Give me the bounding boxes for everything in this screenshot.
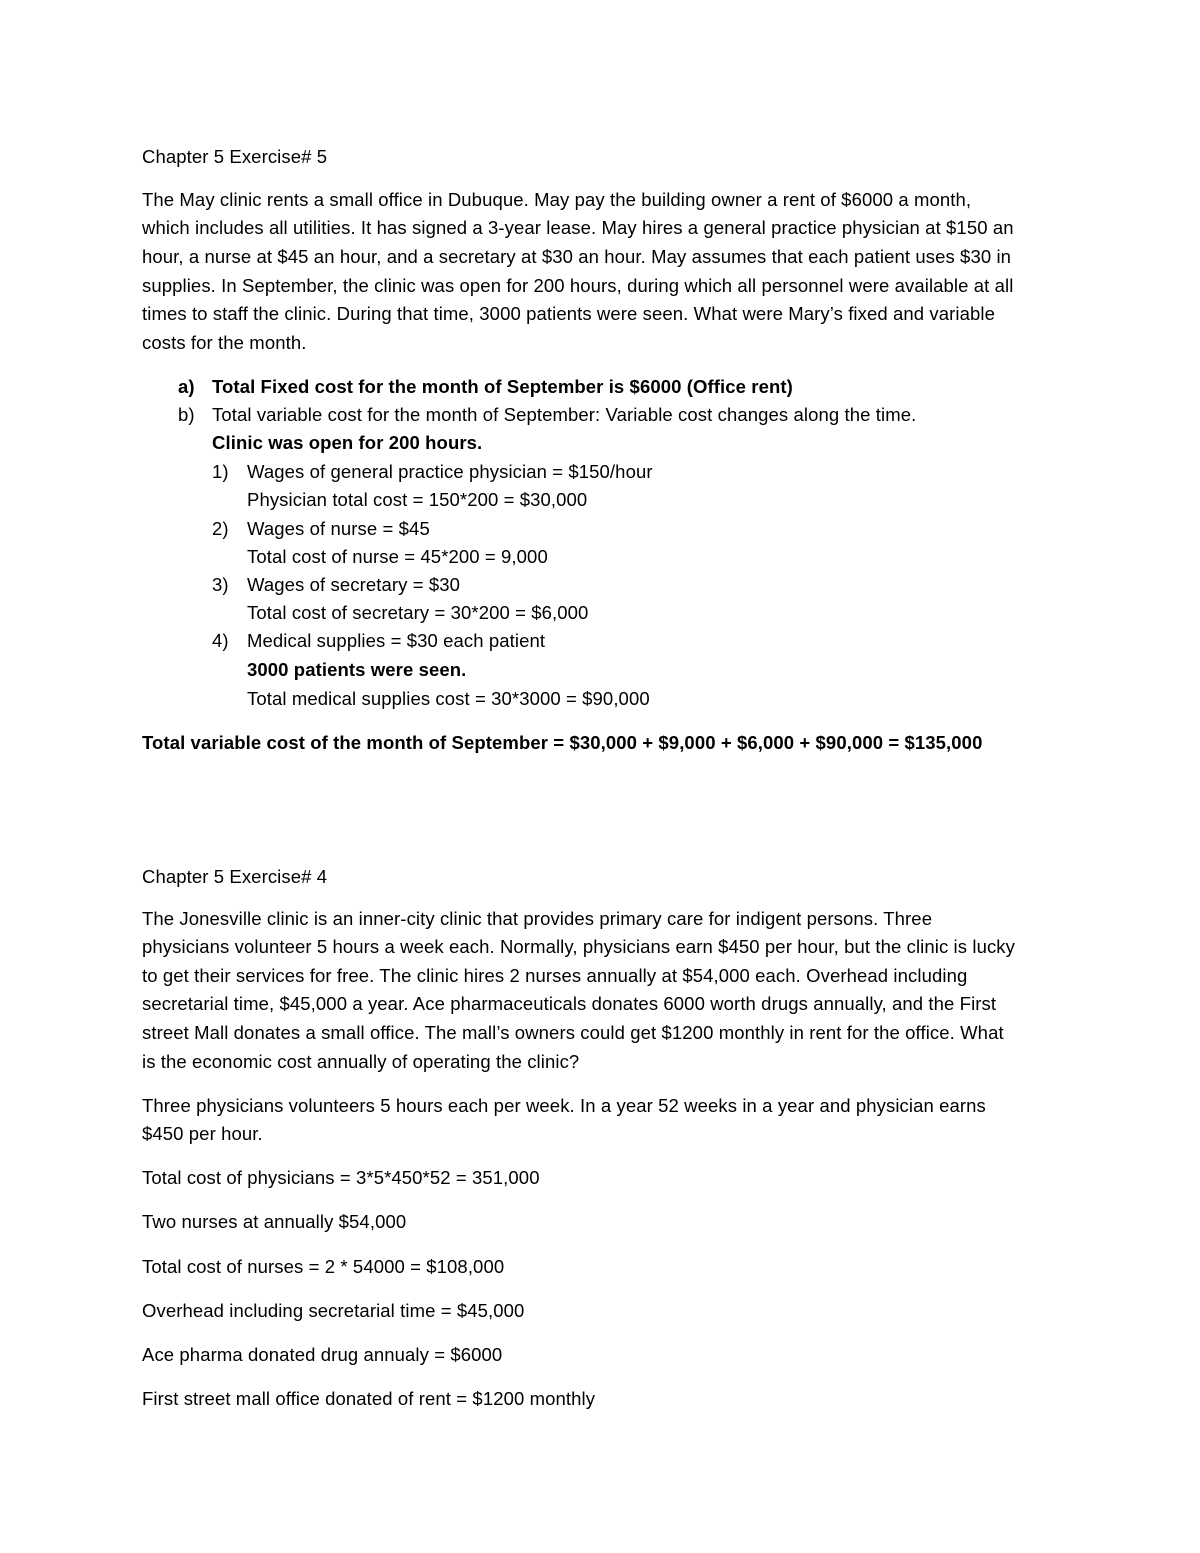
list-marker-a: a) — [178, 376, 195, 397]
section1-problem-line: times to staff the clinic. During that time, 3000 patients were seen. What were Mary’s fixed and variable — [142, 303, 995, 324]
nurse-wage-line: Wages of nurse = $45 — [247, 518, 430, 539]
patients-seen-line: 3000 patients were seen. — [247, 659, 467, 680]
section2-problem-line: The Jonesville clinic is an inner-city clinic that provides primary care for indigent persons. Three — [142, 908, 933, 929]
section1-problem-line: costs for the month. — [142, 332, 307, 353]
total-variable-cost: Total variable cost of the month of September = $30,000 + $9,000 + $6,000 + $90,000 = $135,000 — [142, 732, 983, 753]
donated-drugs: Ace pharma donated drug annualy = $6000 — [142, 1344, 503, 1365]
section2-problem-line: street Mall donates a small office. The mall’s owners could get $1200 monthly in rent for the office. What — [142, 1022, 1004, 1043]
sub-list-marker: 4) — [212, 630, 229, 651]
answer-intro-line: Three physicians volunteers 5 hours each per week. In a year 52 weeks in a year and physician earns — [142, 1095, 986, 1116]
supplies-rate-line: Medical supplies = $30 each patient — [247, 630, 546, 651]
answer-intro-line: $450 per hour. — [142, 1123, 263, 1144]
secretary-wage-line: Wages of secretary = $30 — [247, 574, 461, 595]
physicians-total-cost: Total cost of physicians = 3*5*450*52 = 351,000 — [142, 1167, 540, 1188]
donated-office-rent: First street mall office donated of rent = $1200 monthly — [142, 1388, 596, 1409]
section2-problem-line: to get their services for free. The clinic hires 2 nurses annually at $54,000 each. Overhead including — [142, 965, 968, 986]
section2-problem-line: physicians volunteer 5 hours a week each. Normally, physicians earn $450 per hour, but the clinic is lucky — [142, 936, 1016, 957]
sub-list-marker: 1) — [212, 461, 229, 482]
section1-problem-line: supplies. In September, the clinic was open for 200 hours, during which all personnel were available at all — [142, 275, 1014, 296]
section2-problem-line: secretarial time, $45,000 a year. Ace pharmaceuticals donates 6000 worth drugs annually, and the First — [142, 993, 997, 1014]
physician-total-line: Physician total cost = 150*200 = $30,000 — [247, 489, 588, 510]
section1-problem-line: The May clinic rents a small office in Dubuque. May pay the building owner a rent of $6000 a month, — [142, 189, 972, 210]
section1-problem-line: which includes all utilities. It has signed a 3-year lease. May hires a general practice physician at $150 an — [142, 217, 1014, 238]
nurse-total-line: Total cost of nurse = 45*200 = 9,000 — [247, 546, 548, 567]
section2-heading: Chapter 5 Exercise# 4 — [142, 866, 328, 887]
physician-wage-line: Wages of general practice physician = $150/hour — [247, 461, 653, 482]
sub-list-marker: 2) — [212, 518, 229, 539]
section2-problem-line: is the economic cost annually of operating the clinic? — [142, 1051, 580, 1072]
variable-cost-intro: Total variable cost for the month of September: Variable cost changes along the time. — [212, 404, 917, 425]
section1-heading: Chapter 5 Exercise# 5 — [142, 146, 328, 167]
list-marker-b: b) — [178, 404, 195, 425]
nurses-annual-salary: Two nurses at annually $54,000 — [142, 1211, 407, 1232]
sub-list-marker: 3) — [212, 574, 229, 595]
secretary-total-line: Total cost of secretary = 30*200 = $6,000 — [247, 602, 589, 623]
nurses-total-cost: Total cost of nurses = 2 * 54000 = $108,000 — [142, 1256, 505, 1277]
overhead-cost: Overhead including secretarial time = $45,000 — [142, 1300, 525, 1321]
section1-problem-line: hour, a nurse at $45 an hour, and a secretary at $30 an hour. May assumes that each patient uses $30 in — [142, 246, 1012, 267]
hours-open-note: Clinic was open for 200 hours. — [212, 432, 483, 453]
fixed-cost-answer: Total Fixed cost for the month of September is $6000 (Office rent) — [212, 376, 793, 397]
supplies-total-line: Total medical supplies cost = 30*3000 = $90,000 — [247, 688, 650, 709]
